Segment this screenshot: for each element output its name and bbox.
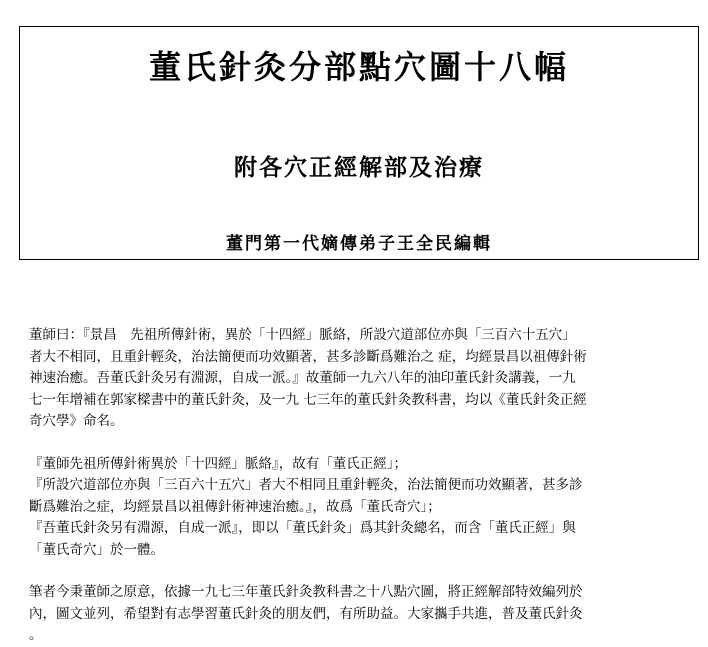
text-line: 「董氏奇穴」於一體。 <box>29 541 164 558</box>
text-line: 奇穴學》命名。 <box>29 413 124 429</box>
text-line: 七一年增補在郭家樑書中的董氏針灸，及一九 七三年的董氏針灸教科書，均以《董氏針灸正經 <box>29 391 587 408</box>
paragraph-1 <box>29 325 693 433</box>
paragraph-2 <box>29 454 693 562</box>
text-line: 『董師先祖所傳針術異於「十四經」脈絡』，故有「董氏正經」； <box>29 455 407 472</box>
text-line: 神速治癒。吾董氏針灸另有淵源，自成一派。』故董師一九六八年的油印董氏針灸講義，一九 <box>29 370 576 386</box>
author-line: 董門第一代嫡傳弟子王全民編輯 <box>226 234 492 254</box>
main-title: 董氏針灸分部點穴圖十八幅 <box>148 48 569 86</box>
text-line: 。 <box>29 627 43 643</box>
title-box <box>19 26 699 260</box>
text-line: 『所設穴道部位亦與「三百六十五穴」者大不相同且重針輕灸，治法簡便而功效顯著，甚多診 <box>29 477 583 493</box>
text-line: 者大不相同，且重針輕灸，治法簡便而功效顯著，甚多診斷爲難治之 症，均經景昌以祖傳針術 <box>29 348 587 365</box>
text-line: 筆者今秉董師之原意，依據一九七三年董氏針灸教科書之十八點穴圖，將正經解部特效編列於 <box>29 584 583 600</box>
body-text <box>29 325 693 647</box>
text-line: 董師曰：『景昌 先祖所傳針術，異於「十四經」脈絡，所設穴道部位亦與「三百六十五穴」 <box>29 327 576 343</box>
text-line: 內，圖文並列，希望對有志學習董氏針灸的朋友們，有所助益。大家攜手共進，普及董氏針灸 <box>29 605 583 622</box>
text-line: 『吾董氏針灸另有淵源，自成一派』，即以「董氏針灸」爲其針灸總名，而含「董氏正經」與 <box>29 520 576 536</box>
sub-title: 附各穴正經解部及治療 <box>234 154 484 181</box>
paragraph-3 <box>29 582 693 647</box>
text-line: 斷爲難治之症，均經景昌以祖傳針術神速治癒。』，故爲「董氏奇穴」； <box>29 498 441 515</box>
